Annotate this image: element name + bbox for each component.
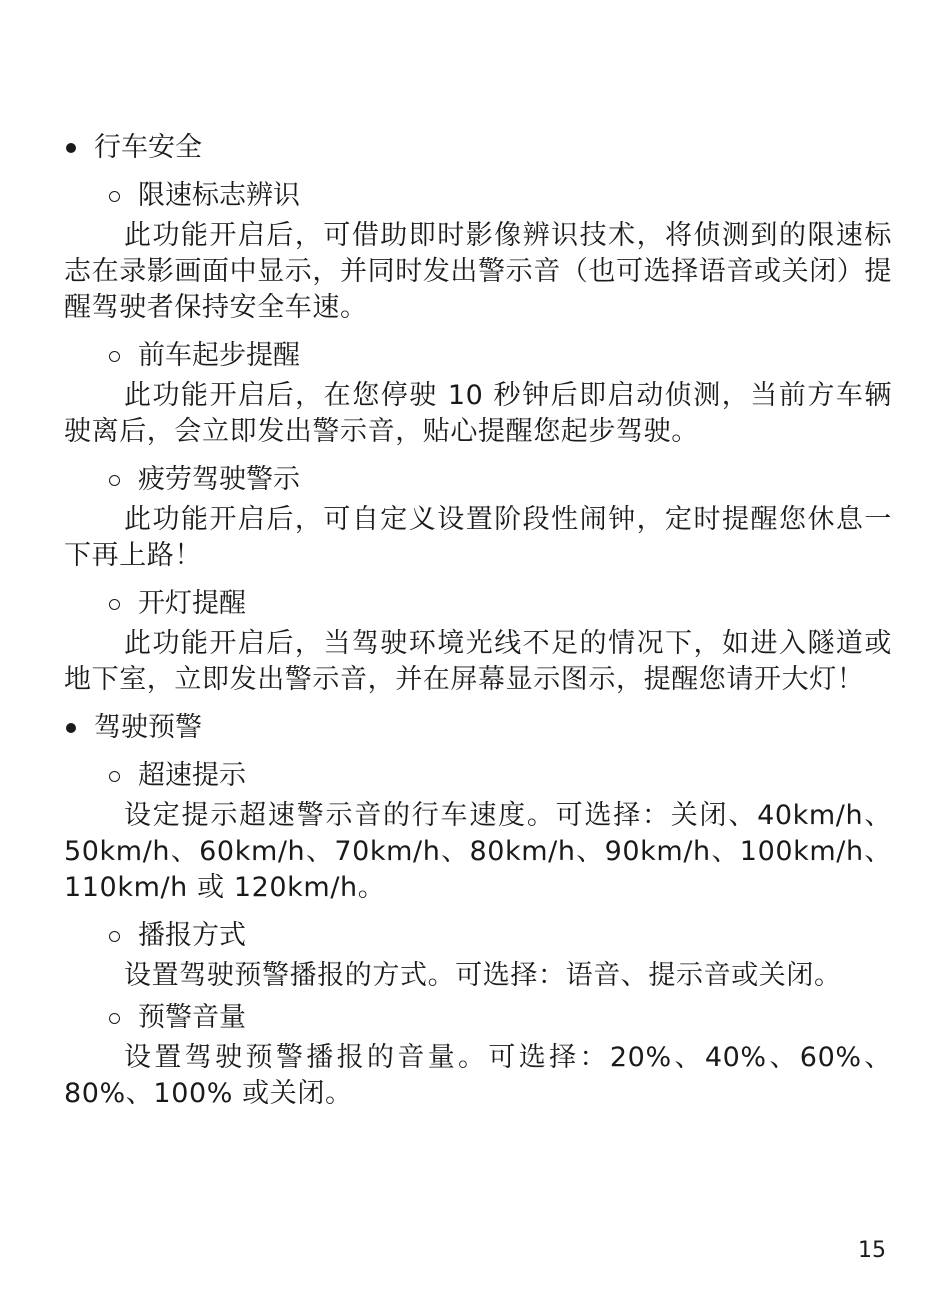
section-heading-driving-alert bbox=[64, 710, 892, 746]
hollow-circle-icon bbox=[109, 351, 120, 362]
item-title: 开灯提醒 bbox=[138, 588, 246, 619]
item-description: 设置驾驶预警播报的方式。可选择：语音、提示音或关闭。 bbox=[124, 960, 842, 991]
item-title: 预警音量 bbox=[138, 1002, 246, 1033]
page-number: 15 bbox=[858, 1238, 886, 1263]
section-title: 行车安全 bbox=[94, 132, 202, 163]
item-description: 此功能开启后，当驾驶环境光线不足的情况下，如进入隧道或地下室，立即发出警示音，并在屏幕显示图示，提醒您请开大灯！ bbox=[64, 628, 892, 695]
section-title: 驾驶预警 bbox=[94, 712, 202, 743]
item-description: 此功能开启后，可自定义设置阶段性闹钟，定时提醒您休息一下再上路！ bbox=[64, 504, 892, 571]
item-heading-front-car-departure bbox=[109, 338, 892, 374]
item-description: 设定提示超速警示音的行车速度。可选择：关闭、40km/h、50km/h、60km/h、70km/h、80km/h、90km/h、100km/h、110km/h 或 120km/h。 bbox=[64, 800, 892, 903]
item-description: 此功能开启后，在您停驶 10 秒钟后即启动侦测，当前方车辆驶离后，会立即发出警示音，贴心提醒您起步驾驶。 bbox=[64, 380, 892, 447]
item-heading-fatigue-warning bbox=[109, 462, 892, 498]
item-heading-alert-volume bbox=[109, 1000, 892, 1036]
hollow-circle-icon bbox=[109, 1013, 120, 1024]
item-heading-headlight-reminder bbox=[109, 586, 892, 622]
item-title: 前车起步提醒 bbox=[138, 340, 300, 371]
item-description: 设置驾驶预警播报的音量。可选择：20%、40%、60%、80%、100% 或关闭。 bbox=[64, 1042, 892, 1109]
section-heading-driving-safety bbox=[64, 130, 892, 166]
hollow-circle-icon bbox=[109, 475, 120, 486]
hollow-circle-icon bbox=[109, 599, 120, 610]
item-title: 疲劳驾驶警示 bbox=[138, 464, 300, 495]
item-heading-broadcast-mode bbox=[109, 918, 892, 954]
hollow-circle-icon bbox=[109, 191, 120, 202]
item-heading-overspeed-prompt bbox=[109, 758, 892, 794]
item-title: 播报方式 bbox=[138, 920, 246, 951]
page-content bbox=[64, 130, 892, 1124]
hollow-circle-icon bbox=[109, 931, 120, 942]
item-description: 此功能开启后，可借助即时影像辨识技术，将侦测到的限速标志在录影画面中显示，并同时发出警示音（也可选择语音或关闭）提醒驾驶者保持安全车速。 bbox=[64, 220, 892, 323]
bullet-dot-icon bbox=[66, 723, 76, 733]
item-title: 限速标志辨识 bbox=[138, 180, 300, 211]
item-heading-speed-sign-recognition bbox=[109, 178, 892, 214]
bullet-dot-icon bbox=[66, 143, 76, 153]
item-title: 超速提示 bbox=[138, 760, 246, 791]
hollow-circle-icon bbox=[109, 771, 120, 782]
